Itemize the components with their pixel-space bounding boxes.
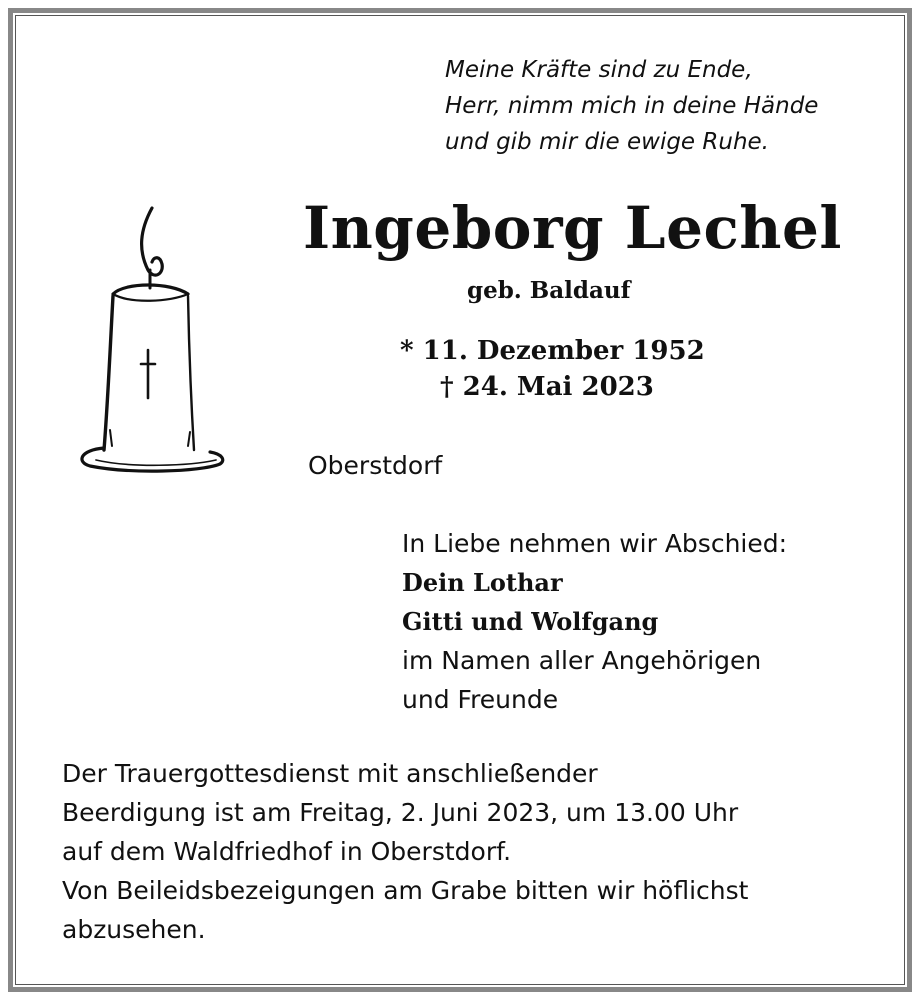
deceased-name: Ingeborg Lechel (303, 194, 842, 262)
motto-line: Meine Kräfte sind zu Ende, (445, 57, 753, 83)
motto-line: und gib mir die ewige Ruhe. (445, 129, 769, 155)
mourner-name: Dein Lothar (402, 568, 563, 597)
service-line: abzusehen. (62, 915, 206, 944)
maiden-name: geb. Baldauf (467, 277, 631, 304)
mourners-block (402, 524, 787, 719)
mourners-line: und Freunde (402, 685, 559, 714)
service-line: Der Trauergottesdienst mit anschließender (62, 759, 598, 788)
candle-icon (70, 200, 240, 490)
birth-date: * 11. Dezember 1952 (400, 336, 705, 366)
mourner-name: Gitti und Wolfgang (402, 607, 659, 636)
motto-verse (445, 52, 818, 160)
death-date: † 24. Mai 2023 (440, 372, 654, 402)
cross-icon (141, 350, 155, 398)
service-line: auf dem Waldfriedhof in Oberstdorf. (62, 837, 512, 866)
residence-place: Oberstdorf (308, 451, 443, 480)
mourners-intro: In Liebe nehmen wir Abschied: (402, 529, 788, 558)
mourners-line: im Namen aller Angehörigen (402, 646, 762, 675)
motto-line: Herr, nimm mich in deine Hände (445, 93, 819, 119)
service-line: Beerdigung ist am Freitag, 2. Juni 2023, um 13.00 Uhr (62, 798, 739, 827)
service-line: Von Beileidsbezeigungen am Grabe bitten wir höflichst (62, 876, 749, 905)
service-info (62, 754, 748, 949)
